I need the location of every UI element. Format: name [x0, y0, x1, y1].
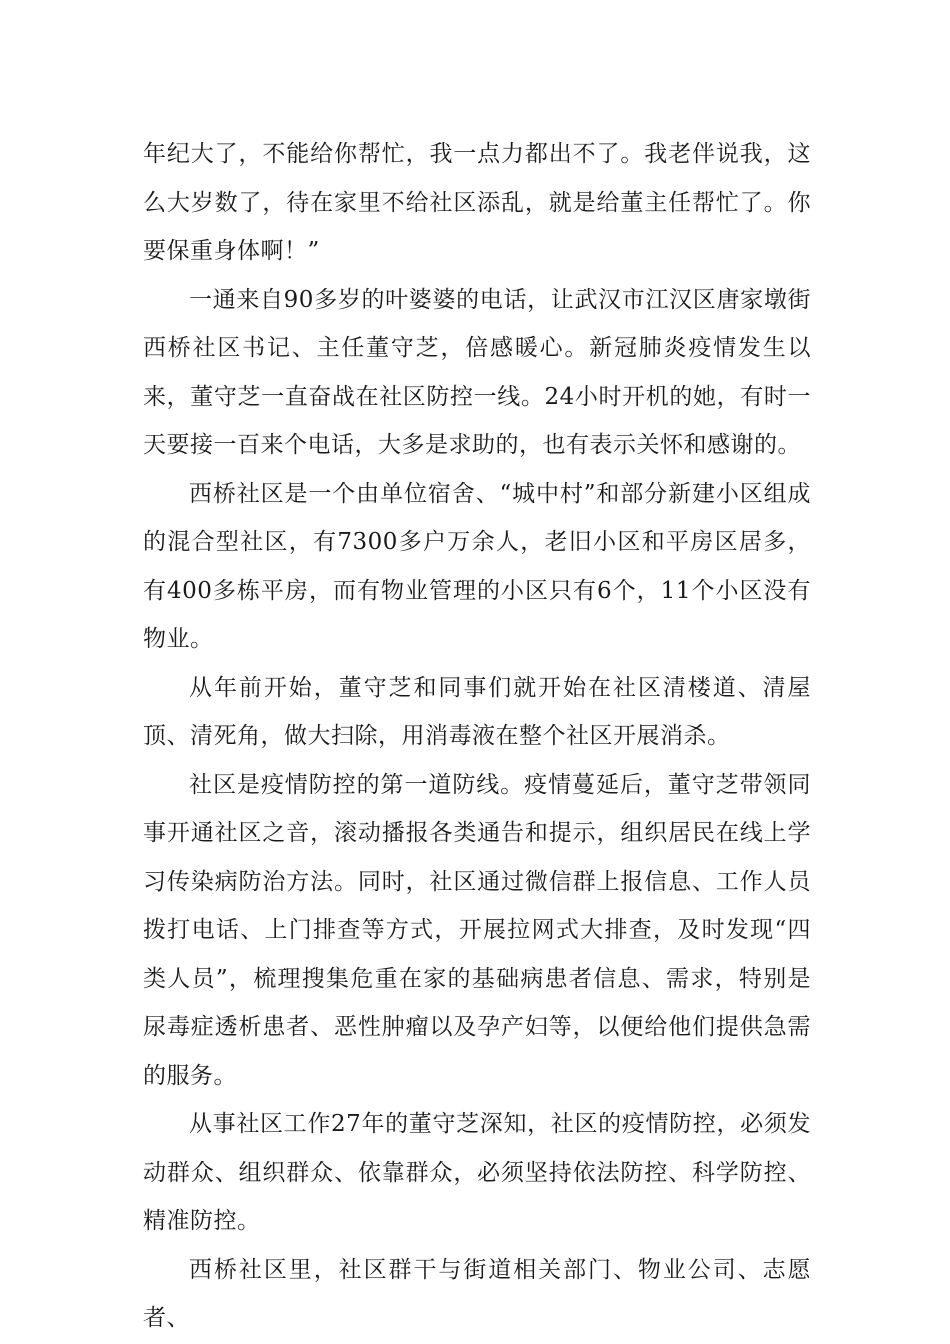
paragraph-mobilize: 从事社区工作27年的董守芝深知，社区的疫情防控，必须发动群众、组织群众、依靠群众，必须坚持依法防控、科学防控、精准防控。	[143, 1111, 811, 1234]
paragraph-phone-call: 一通来自90多岁的叶婆婆的电话，让武汉市江汉区唐家墩街西桥社区书记、主任董守芝，倍感暖心。新冠肺炎疫情发生以来，董守芝一直奋战在社区防控一线。24小时开机的她，有时一天要接一百来个电话，大多是求助的，也有表示关怀和感谢的。	[143, 286, 811, 458]
paragraph-community-profile: 西桥社区是一个由单位宿舍、“城中村”和部分新建小区组成的混合型社区，有7300多户万余人，老旧小区和平房区居多，有400多栋平房，而有物业管理的小区只有6个，11个小区没有物业。	[143, 480, 811, 652]
paragraph-continuation: 年纪大了，不能给你帮忙，我一点力都出不了。我老伴说我，这么大岁数了，待在家里不给社区添乱，就是给董主任帮忙了。你要保重身体啊！”	[143, 141, 811, 264]
paragraph-cleaning: 从年前开始，董守芝和同事们就开始在社区清楼道、清屋顶、清死角，做大扫除，用消毒液在整个社区开展消杀。	[143, 674, 811, 749]
paragraph-cooperation: 西桥社区里，社区群干与街道相关部门、物业公司、志愿者、	[143, 1256, 811, 1331]
paragraph-first-line: 社区是疫情防控的第一道防线。疫情蔓延后，董守芝带领同事开通社区之音，滚动播报各类通告和提示，组织居民在线上学习传染病防治方法。同时，社区通过微信群上报信息、工作人员拨打电话、上门排查等方式，开展拉网式大排查，及时发现“四类人员”，梳理搜集危重在家的基础病患者信息、需求，特别是尿毒症透析患者、恶性肿瘤以及孕产妇等，以便给他们提供急需的服务。	[143, 771, 811, 1089]
document-body	[143, 130, 811, 1343]
